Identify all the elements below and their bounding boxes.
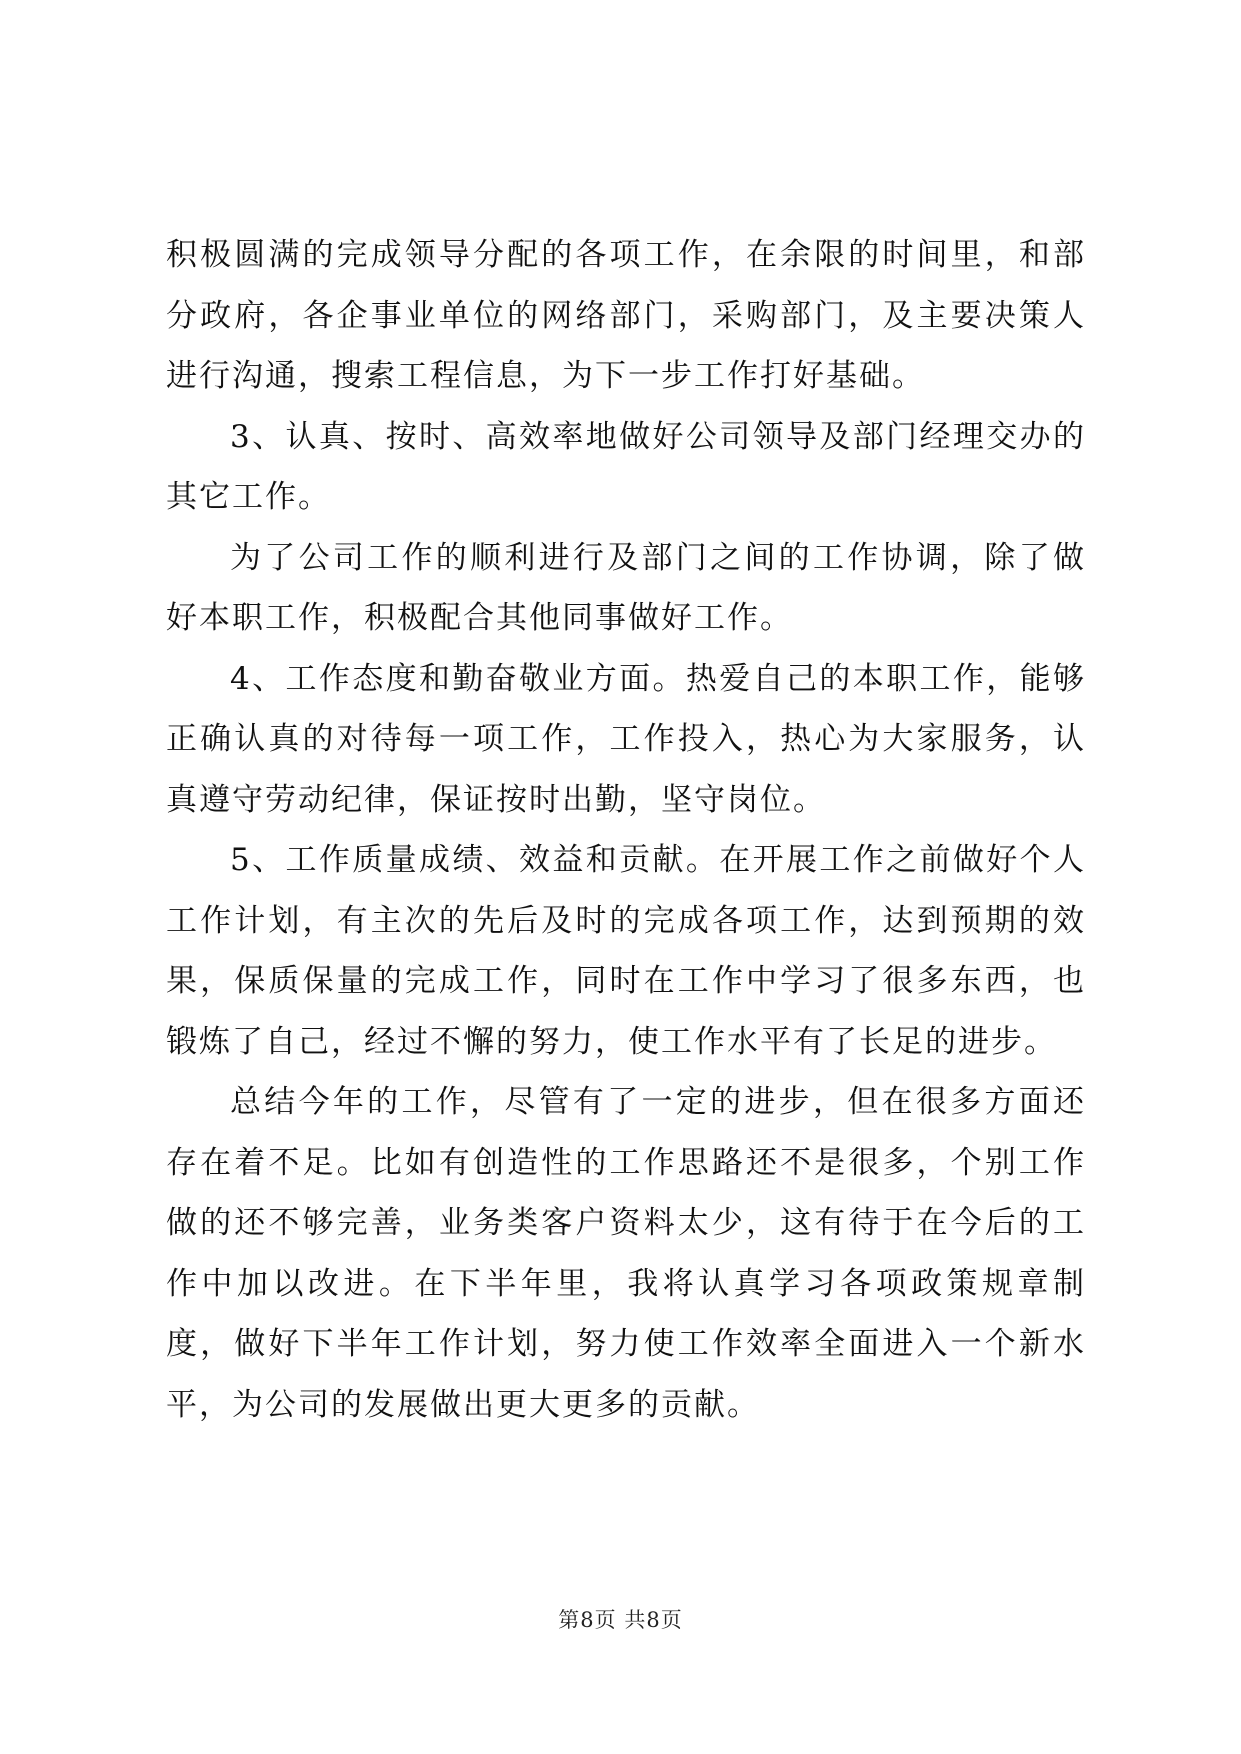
document-body xyxy=(166,225,1086,1435)
paragraph-coordination: 为了公司工作的顺利进行及部门之间的工作协调，除了做好本职工作，积极配合其他同事做好工作。 xyxy=(166,539,1086,636)
page-footer: 第8页 共8页 xyxy=(558,1608,683,1632)
paragraph-item-3: 3、认真、按时、高效率地做好公司领导及部门经理交办的其它工作。 xyxy=(166,418,1086,515)
paragraph-item-5: 5、工作质量成绩、效益和贡献。在开展工作之前做好个人工作计划，有主次的先后及时的完成各项工作，达到预期的效果，保质保量的完成工作，同时在工作中学习了很多东西，也锻炼了自己，经过不懈的努力，使工作水平有了长足的进步。 xyxy=(166,842,1086,1060)
paragraph-continued: 积极圆满的完成领导分配的各项工作，在余限的时间里，和部分政府，各企事业单位的网络部门，采购部门，及主要决策人进行沟通，搜索工程信息，为下一步工作打好基础。 xyxy=(166,237,1086,394)
paragraph-item-4: 4、工作态度和勤奋敬业方面。热爱自己的本职工作，能够正确认真的对待每一项工作，工作投入，热心为大家服务，认真遵守劳动纪律，保证按时出勤，坚守岗位。 xyxy=(166,660,1086,818)
paragraph-summary: 总结今年的工作，尽管有了一定的进步，但在很多方面还存在着不足。比如有创造性的工作思路还不是很多，个别工作做的还不够完善，业务类客户资料太少，这有待于在今后的工作中加以改进。在下半年里，我将认真学习各项政策规章制度，做好下半年工作计划，努力使工作效率全面进入一个新水平，为公司的发展做出更大更多的贡献。 xyxy=(166,1084,1086,1423)
